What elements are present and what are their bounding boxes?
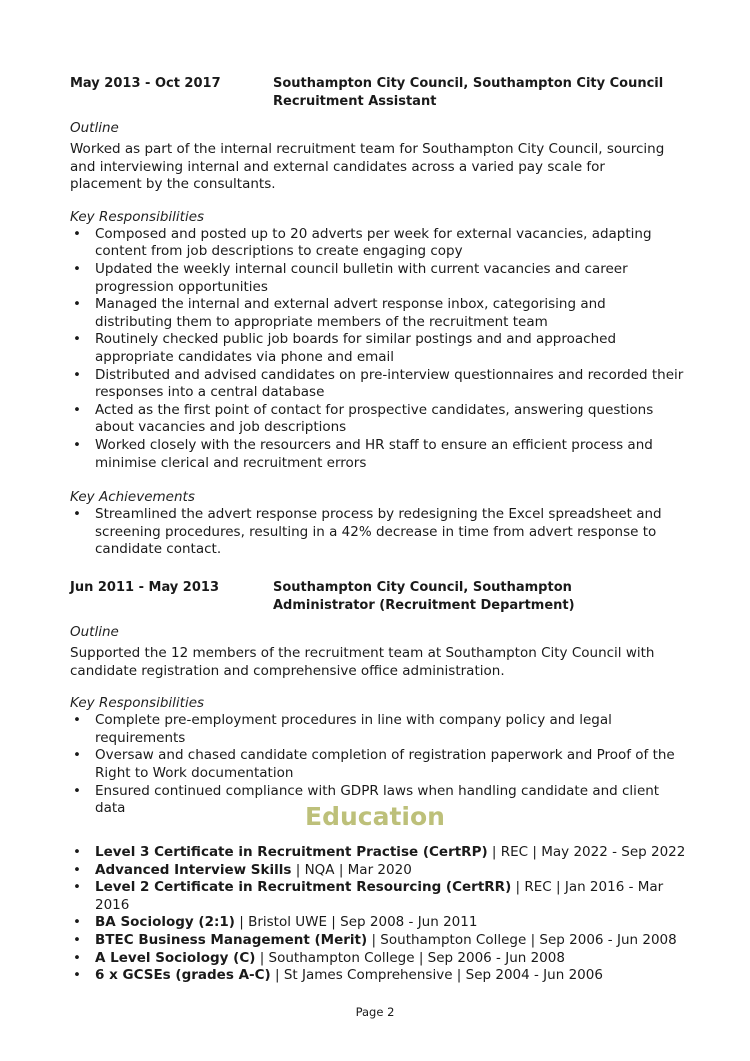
bullet: •	[73, 366, 81, 383]
education-list	[70, 844, 690, 985]
education-item	[70, 879, 690, 914]
bullet: •	[73, 967, 81, 984]
outline-text: Supported the 12 members of the recruitment team at Southampton City Council with candidate registration and comprehensive office administration.	[70, 645, 655, 679]
job-organisation: Southampton City Council, Southampton	[273, 580, 572, 595]
list-item: • Routinely checked public job boards for similar postings and and approached appropriate candidates via phone and email	[73, 331, 617, 365]
responsibilities-label: Key Responsibilities	[70, 695, 205, 712]
qualification-detail: | NQA | Mar 2020	[291, 861, 412, 878]
outline-text: Worked as part of the internal recruitment team for Southampton City Council, sourcing and interviewing internal and external candidates across a varied pay scale for placement by the consultants.	[70, 141, 665, 193]
bullet: •	[73, 296, 81, 313]
bullet: •	[73, 949, 81, 966]
education-item	[70, 862, 690, 880]
bullet: •	[73, 914, 81, 931]
job-organisation: Southampton City Council, Southampton City Council	[273, 76, 664, 91]
qualification-name: Level 2 Certificate in Recruitment Resourcing (CertRR)	[95, 879, 512, 896]
list-item: • Composed and posted up to 20 adverts per week for external vacancies, adapting content from job descriptions to create engaging copy	[73, 225, 652, 260]
qualification-detail: | Southampton College | Sep 2006 - Jun 2008	[367, 931, 677, 948]
outline-label: Outline	[70, 120, 119, 136]
bullet: •	[73, 861, 81, 878]
outline-label: Outline	[70, 624, 119, 640]
bullet: •	[73, 747, 81, 764]
job-entry	[70, 75, 685, 559]
bullet: •	[73, 225, 81, 242]
achievements-label: Key Achievements	[70, 489, 195, 506]
education-item	[70, 967, 690, 985]
page-number: Page 2	[355, 1005, 395, 1019]
achievements-list	[70, 506, 685, 559]
education-heading: Education	[305, 802, 445, 831]
job-role: Recruitment Assistant	[273, 94, 437, 109]
list-item: • Acted as the first point of contact for prospective candidates, answering questions about vacancies and job descriptions	[73, 401, 654, 436]
education-item	[70, 950, 690, 968]
bullet: •	[73, 401, 81, 418]
bullet: •	[73, 879, 81, 896]
job-entry	[70, 579, 685, 818]
education-item	[70, 914, 690, 932]
bullet: •	[73, 931, 81, 948]
education-item	[70, 932, 690, 950]
bullet: •	[73, 436, 81, 453]
qualification-detail: | Bristol UWE | Sep 2008 - Jun 2011	[234, 914, 478, 931]
bullet: •	[73, 260, 81, 277]
responsibilities-list	[70, 226, 685, 472]
job-dates: May 2013 - Oct 2017	[70, 76, 221, 91]
qualification-name: 6 x GCSEs (grades A-C)	[95, 967, 271, 984]
list-item: • Ensured continued compliance with GDPR laws when handling candidate and client data	[73, 782, 660, 817]
list-item: • Managed the internal and external advert response inbox, categorising and distributing them to appropriate members of the recruitment team	[73, 296, 606, 330]
qualification-detail: | REC | May 2022 - Sep 2022	[487, 844, 686, 860]
list-item: • Updated the weekly internal council bulletin with current vacancies and career progression opportunities	[73, 260, 628, 295]
qualification-detail: | REC | Jan 2016 - Mar 2016	[95, 879, 664, 913]
job-dates: Jun 2011 - May 2013	[70, 580, 219, 595]
qualification-name: BA Sociology (2:1)	[95, 914, 235, 931]
list-item: • Distributed and advised candidates on pre-interview questionnaires and recorded their responses into a central database	[73, 366, 684, 401]
qualification-name: BTEC Business Management (Merit)	[95, 931, 368, 948]
education-item	[70, 844, 690, 862]
bullet: •	[73, 712, 81, 729]
list-item: • Streamlined the advert response process by redesigning the Excel spreadsheet and screening procedures, resulting in a 42% decrease in time from advert response to candidate contact.	[73, 506, 662, 558]
qualification-detail: | Southampton College | Sep 2006 - Jun 2008	[255, 949, 565, 966]
bullet: •	[73, 506, 81, 523]
bullet: •	[73, 844, 81, 860]
bullet: •	[73, 331, 81, 348]
list-item: • Oversaw and chased candidate completion of registration paperwork and Proof of the Right to Work documentation	[73, 747, 675, 781]
job-header	[70, 579, 685, 615]
qualification-name: Advanced Interview Skills	[95, 861, 292, 878]
qualification-name: Level 3 Certificate in Recruitment Practise (CertRP)	[95, 844, 488, 860]
qualification-detail: | St James Comprehensive | Sep 2004 - Jun 2006	[270, 967, 603, 984]
qualification-name: A Level Sociology (C)	[95, 949, 256, 966]
list-item: • Complete pre-employment procedures in line with company policy and legal requirements	[73, 712, 612, 746]
job-header	[70, 75, 685, 111]
responsibilities-label: Key Responsibilities	[70, 208, 205, 225]
bullet: •	[73, 782, 81, 799]
job-role: Administrator (Recruitment Department)	[273, 598, 575, 613]
list-item: • Worked closely with the resourcers and HR staff to ensure an efficient process and minimise clerical and recruitment errors	[73, 436, 653, 471]
